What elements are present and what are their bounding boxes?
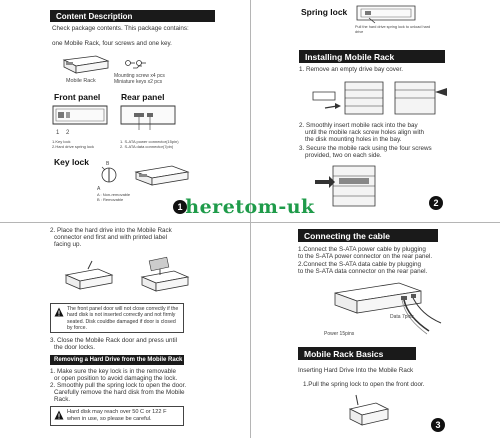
page-number-2: 2 (429, 196, 443, 210)
intro-text-1: Check package contents. This package contains: (52, 25, 189, 32)
close-door-step-line-2: the door locks. (54, 344, 95, 351)
front-callout-1: 1 (56, 130, 60, 136)
install-step-2-line-1: 2. Smoothly insert mobile rack into the bay (299, 122, 418, 129)
key-icon (96, 164, 122, 186)
keys-label: Miniature keys x2 pcs (114, 79, 163, 85)
install-step-3-line-2: provided, two on each side. (305, 152, 382, 159)
remove-step-2-line-1: 2. Smoothly pull the spring lock to open the door. (50, 382, 187, 389)
key-lock-illustration (134, 162, 190, 186)
install-step-3-line-1: 3. Secure the mobile rack using the four screws (299, 145, 432, 152)
key-legend-a: A : Non-removable (97, 192, 131, 197)
front-legend-1: 1.Key lock (52, 139, 71, 144)
heat-warning-text: Hard disk may reach over 50 C or 122 F when in use, so please be careful. (67, 409, 167, 422)
warning-triangle-icon (54, 410, 64, 420)
heat-warning-box (50, 406, 184, 426)
key-position-b: B (106, 161, 110, 167)
close-door-step-line-1: 3. Close the Mobile Rack door and press until (50, 337, 178, 344)
data-pins-label: Data 7pins (390, 314, 414, 320)
cable-step-1-line-1: 1.Connect the S-ATA power cable by plugging (298, 246, 426, 253)
install-step-2-line-2: until the mobile rack screw holes align with (305, 129, 424, 136)
rear-panel-title: Rear panel (121, 92, 165, 102)
basics-intro: Inserting Hard Drive Into the Mobile Rack (298, 367, 414, 374)
remove-step-2-line-3: Rack. (54, 396, 71, 403)
rear-legend-2: 2. S-ATA data connector(7pin) (120, 144, 174, 149)
manual-page-3 (0, 223, 250, 438)
manual-page-4 (251, 223, 500, 438)
mobile-rack-basics-header: Mobile Rack Basics (298, 347, 416, 360)
place-drive-step-line-3: facing up. (54, 241, 82, 248)
cable-step-1-line-2: to the S-ATA power connector on the rear panel. (298, 253, 433, 260)
key-legend-b: B : Removable (97, 197, 124, 202)
front-callout-2: 2 (66, 130, 70, 136)
mobile-rack-label: Mobile Rack (66, 78, 96, 84)
spring-lock-title: Spring lock (301, 7, 348, 17)
screw-icon (124, 58, 152, 72)
install-step-1: 1. Remove an empty drive bay cover. (299, 66, 403, 73)
front-panel-title: Front panel (54, 92, 101, 102)
cable-step-2-line-1: 2.Connect the S-ATA data cable by plugging (298, 261, 421, 268)
installing-header: Installing Mobile Rack (299, 50, 445, 63)
page-number-1: 1 (173, 200, 187, 214)
connecting-cable-header: Connecting the cable (298, 229, 438, 242)
place-drive-step-line-1: 2. Place the hard drive into the Mobile Rack (50, 227, 172, 234)
cable-step-2-line-2: to the S-ATA data connector on the rear panel. (298, 268, 428, 275)
place-drive-illustration (62, 255, 192, 303)
spring-lock-caption: Pull the hard drive spring lock to unload hard drive (355, 25, 431, 34)
open-front-door-illustration (346, 391, 392, 431)
content-description-header: Content Description (50, 10, 215, 22)
rear-legend-1: 1. S-ATA power connector(15pin) (120, 139, 179, 144)
drive-bay-cover-illustration (311, 78, 451, 118)
manual-page-1 (0, 0, 250, 222)
intro-text-2: one Mobile Rack, four screws and one key. (52, 40, 172, 47)
remove-step-2-line-2: Carefully remove the hard disk from the Mobile (54, 389, 185, 396)
cable-connection-illustration (329, 279, 449, 339)
power-pins-label: Power 15pins (324, 331, 355, 337)
basics-step-1: 1.Pull the spring lock to open the front door. (303, 381, 425, 388)
key-lock-title: Key lock (54, 157, 89, 167)
remove-step-1-line-2: or open position to avoid damaging the lock. (54, 375, 178, 382)
watermark-text: heretom-uk (185, 196, 315, 218)
screw-label: Mounting screw x4 pcs (114, 73, 165, 79)
removing-drive-header: Removing a Hard Drive from the Mobile Rack (50, 355, 184, 365)
key-position-a: A (97, 186, 101, 192)
install-step-2-line-3: the disk mounting holes in the bay. (305, 136, 402, 143)
rear-panel-illustration (120, 104, 176, 134)
spring-lock-illustration (355, 3, 417, 25)
manual-page-2 (251, 0, 500, 222)
place-drive-step-line-2: connector end first and with printed label (54, 234, 168, 241)
page-number-3: 3 (431, 418, 445, 432)
front-panel-illustration (52, 104, 108, 126)
door-warning-box (50, 303, 184, 333)
mobile-rack-illustration (62, 52, 110, 74)
warning-triangle-icon (54, 307, 64, 317)
door-warning-text: The front panel door will not close correctly if the hard disk is not inserted correctly and not firmly seated. Disk couldbe damaged if door is closed by force. (67, 306, 179, 332)
remove-step-1-line-1: 1. Make sure the key lock is in the removable (50, 368, 176, 375)
front-legend-2: 2.Hard drive spring lock (52, 144, 95, 149)
